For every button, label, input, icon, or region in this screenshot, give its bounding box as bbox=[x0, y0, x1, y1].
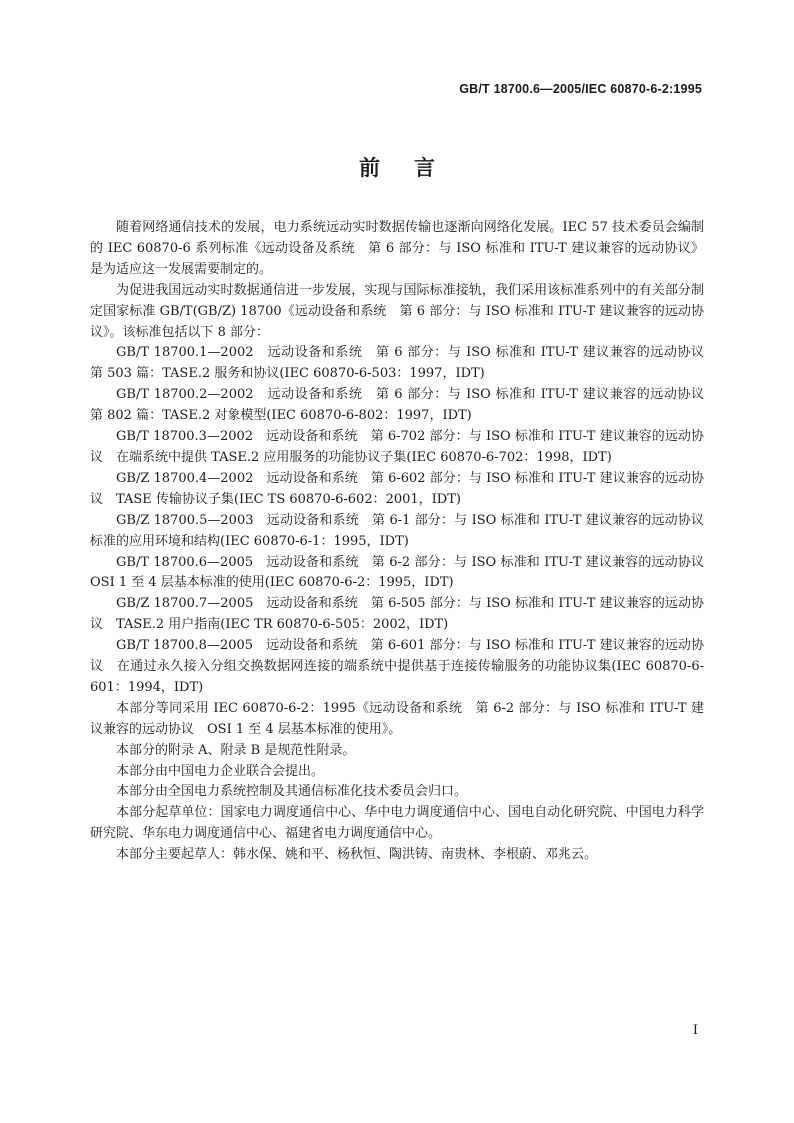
purpose-paragraph: 为促进我国远动实时数据通信进一步发展，实现与国际标准接轨，我们采用该标准系列中的有关部分制定国家标准 GB/T(GB/Z) 18700《远动设备和系统 第 6 部分：与 ISO 标准和 ITU-T 建议兼容的远动协议》。该标准包括以下 8 部分： bbox=[90, 282, 704, 340]
proposer-paragraph: 本部分由中国电力企业联合会提出。 bbox=[116, 763, 325, 779]
part-list-item: GB/T 18700.3—2002 远动设备和系统 第 6-702 部分：与 ISO 标准和 ITU-T 建议兼容的远动协议 在端系统中提供 TASE.2 应用服务的功能协议子集(IEC 60870-6-702：1998，IDT) bbox=[90, 429, 704, 465]
intro-paragraph: 随着网络通信技术的发展，电力系统远动实时数据传输也逐渐向网络化发展。IEC 57 技术委员会编制的 IEC 60870-6 系列标准《远动设备及系统 第 6 部分：与 ISO 标准和 ITU-T 建议兼容的远动协议》是为适应这一发展需要制定的。 bbox=[90, 220, 704, 277]
part-list-item: GB/T 18700.6—2005 远动设备和系统 第 6-2 部分：与 ISO 标准和 ITU-T 建议兼容的远动协议 OSI 1 至 4 层基本标准的使用(IEC 60870-6-2：1995，IDT) bbox=[90, 554, 718, 591]
page-title: 前言 bbox=[359, 155, 469, 180]
part-list-item: GB/Z 18700.4—2002 远动设备和系统 第 6-602 部分：与 ISO 标准和 ITU-T 建议兼容的远动协议 TASE 传输协议子集(IEC TS 60870-6-602：2001，IDT) bbox=[90, 470, 704, 507]
page-number: I bbox=[692, 1023, 698, 1038]
foreword-body bbox=[90, 218, 718, 866]
part-list-item: GB/Z 18700.7—2005 远动设备和系统 第 6-505 部分：与 ISO 标准和 ITU-T 建议兼容的远动协议 TASE.2 用户指南(IEC TR 60870-6-505：2002，IDT) bbox=[90, 596, 704, 633]
adoption-paragraph: 本部分等同采用 IEC 60870-6-2：1995《远动设备和系统 第 6-2 部分：与 ISO 标准和 ITU-T 建议兼容的远动协议 OSI 1 至 4 层基本标准的使用》。 bbox=[90, 700, 704, 737]
part-list-item: GB/T 18700.8—2005 远动设备和系统 第 6-601 部分：与 ISO 标准和 ITU-T 建议兼容的远动协议 在通过永久接入分组交换数据网连接的端系统中提供基于连接传输服务的功能协议集(IEC 60870-6-601：1994，IDT) bbox=[90, 638, 704, 695]
committee-paragraph: 本部分由全国电力系统控制及其通信标准化技术委员会归口。 bbox=[116, 784, 468, 800]
drafting-units-paragraph: 本部分起草单位：国家电力调度通信中心、华中电力调度通信中心、国电自动化研究院、中国电力科学研究院、华东电力调度通信中心、福建省电力调度通信中心。 bbox=[90, 805, 704, 842]
drafters-paragraph: 本部分主要起草人：韩水保、姚和平、杨秋恒、陶洪铸、南贵林、李根蔚、邓兆云。 bbox=[116, 847, 598, 863]
part-list-item: GB/T 18700.1—2002 远动设备和系统 第 6 部分：与 ISO 标准和 ITU-T 建议兼容的远动协议 第 503 篇：TASE.2 服务和协议(IEC 60870-6-503：1997，IDT) bbox=[90, 345, 718, 382]
part-list-item: GB/Z 18700.5—2003 远动设备和系统 第 6-1 部分：与 ISO 标准和 ITU-T 建议兼容的远动协议标准的应用环境和结构(IEC 60870-6-1：1995，IDT) bbox=[90, 512, 704, 549]
standard-code-header: GB/T 18700.6—2005/IEC 60870-6-2:1995 bbox=[459, 82, 702, 96]
part-list-item: GB/T 18700.2—2002 远动设备和系统 第 6 部分：与 ISO 标准和 ITU-T 建议兼容的远动协议 第 802 篇：TASE.2 对象模型(IEC 60870-6-802：1997，IDT) bbox=[90, 387, 718, 424]
annex-paragraph: 本部分的附录 A、附录 B 是规范性附录。 bbox=[116, 742, 356, 758]
